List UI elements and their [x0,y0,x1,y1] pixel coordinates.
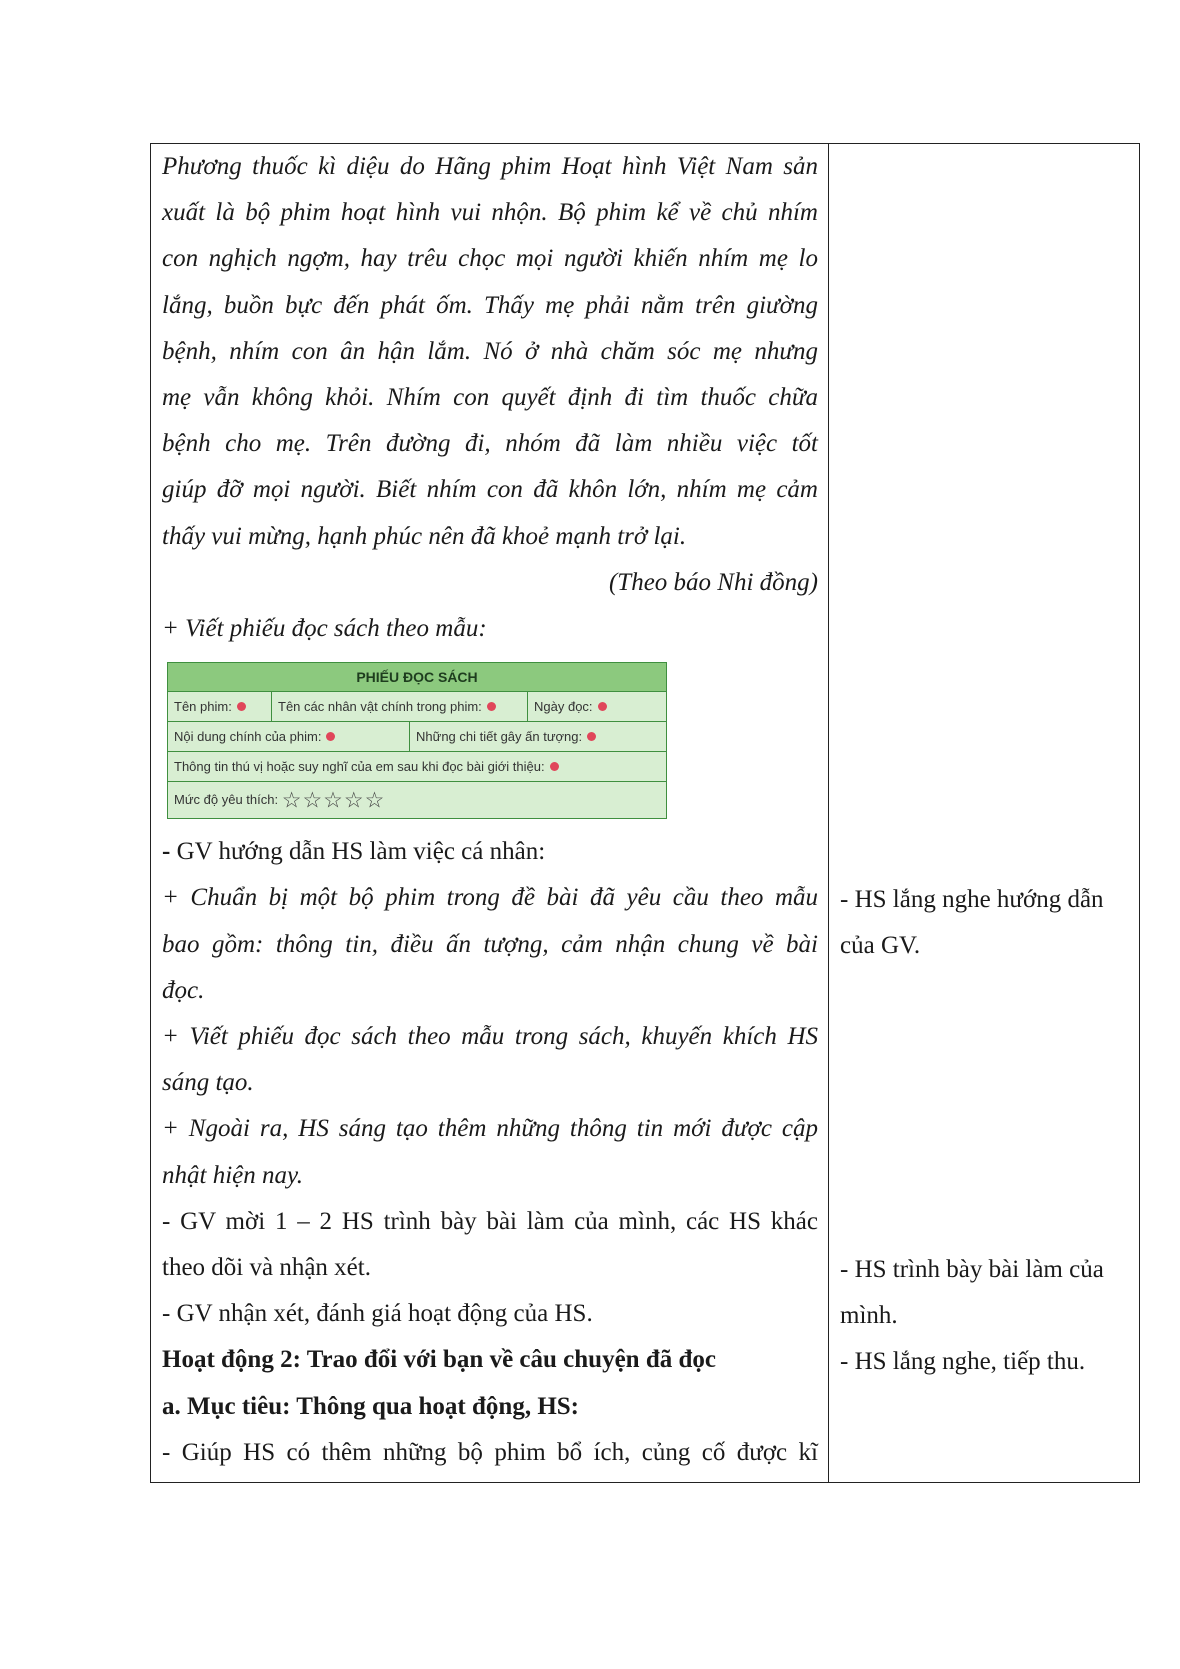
card-title: PHIẾU ĐỌC SÁCH [168,663,666,692]
objective-heading: a. Mục tiêu: Thông qua hoạt động, HS: [162,1392,579,1420]
dot-icon [237,702,246,711]
student-activity-column [829,144,1139,1482]
card-characters: Tên các nhân vật chính trong phim: [272,692,528,721]
gv-guide-line: - GV hướng dẫn HS làm việc cá nhân: [162,838,546,866]
card-main-content: Nội dung chính của phim: [168,722,410,751]
guide-line: + Ngoài ra, HS sáng tạo thêm những thông tin mới được cập [162,1115,818,1143]
card-interesting-info: Thông tin thú vị hoặc suy nghĩ của em sau khi đọc bài giới thiệu: [168,752,666,781]
lesson-table [150,143,1140,1483]
guide-line: bao gồm: thông tin, điều ấn tượng, cảm nhận chung về bài [162,930,818,958]
dot-icon [326,732,335,741]
guide-line: sáng tạo. [162,1069,254,1097]
intro-line: bệnh cho mẹ. Trên đường đi, nhóm đã làm nhiều việc tốt [162,430,818,458]
dot-icon [598,702,607,711]
guide-line: - Giúp HS có thêm những bộ phim bổ ích, củng cố được kĩ [162,1438,818,1466]
card-row [168,722,666,752]
student-line: - HS trình bày bài làm của [840,1256,1104,1283]
card-row [168,782,666,818]
card-row [168,752,666,782]
guide-line: theo dõi và nhận xét. [162,1254,371,1282]
source-citation: (Theo báo Nhi đồng) [608,568,818,596]
guide-line: nhật hiện nay. [162,1161,303,1189]
guide-line: + Viết phiếu đọc sách theo mẫu trong sách, khuyến khích HS [162,1023,818,1051]
write-card-heading: + Viết phiếu đọc sách theo mẫu: [162,615,487,643]
star-icon: ☆☆☆☆☆ [281,787,386,813]
student-line: của GV. [840,932,921,959]
student-line: - HS lắng nghe hướng dẫn [840,886,1104,913]
student-line: mình. [840,1302,898,1329]
dot-icon [587,732,596,741]
intro-line: con nghịch ngợm, hay trêu chọc mọi người khiến nhím mẹ lo [162,245,818,273]
intro-line: bệnh, nhím con ân hận lắm. Nó ở nhà chăm sóc mẹ nhưng [162,337,818,365]
guide-line: đọc. [162,976,205,1004]
guide-line: - GV mời 1 – 2 HS trình bày bài làm của mình, các HS khác [162,1207,818,1235]
guide-line: - GV nhận xét, đánh giá hoạt động của HS. [162,1300,593,1328]
dot-icon [550,762,559,771]
card-read-date: Ngày đọc: [528,692,666,721]
guide-line: + Chuẩn bị một bộ phim trong đề bài đã yêu cầu theo mẫu [162,884,818,912]
intro-line: giúp đỡ mọi người. Biết nhím con đã khôn lớn, nhím mẹ cảm [162,476,818,504]
card-impressive-details: Những chi tiết gây ấn tượng: [410,722,666,751]
intro-line: thấy vui mừng, hạnh phúc nên đã khoẻ mạnh trở lại. [162,522,687,550]
intro-line: lắng, buồn bực đến phát ốm. Thấy mẹ phải nằm trên giường [162,291,818,319]
card-row [168,692,666,722]
dot-icon [487,702,496,711]
student-line: - HS lắng nghe, tiếp thu. [840,1348,1086,1375]
activity-heading: Hoạt động 2: Trao đổi với bạn về câu chuyện đã đọc [162,1346,716,1374]
intro-line: Phương thuốc kì diệu do Hãng phim Hoạt hình Việt Nam sản [162,153,818,180]
intro-line: mẹ vẫn không khỏi. Nhím con quyết định đi tìm thuốc chữa [162,384,818,412]
card-liking-level: Mức độ yêu thích: ☆☆☆☆☆ [174,787,386,813]
reading-card [167,662,667,819]
teacher-activity-column [151,144,829,1482]
intro-line: xuất là bộ phim hoạt hình vui nhộn. Bộ phim kể về chủ nhím [162,199,818,227]
card-film-name: Tên phim: [168,692,272,721]
